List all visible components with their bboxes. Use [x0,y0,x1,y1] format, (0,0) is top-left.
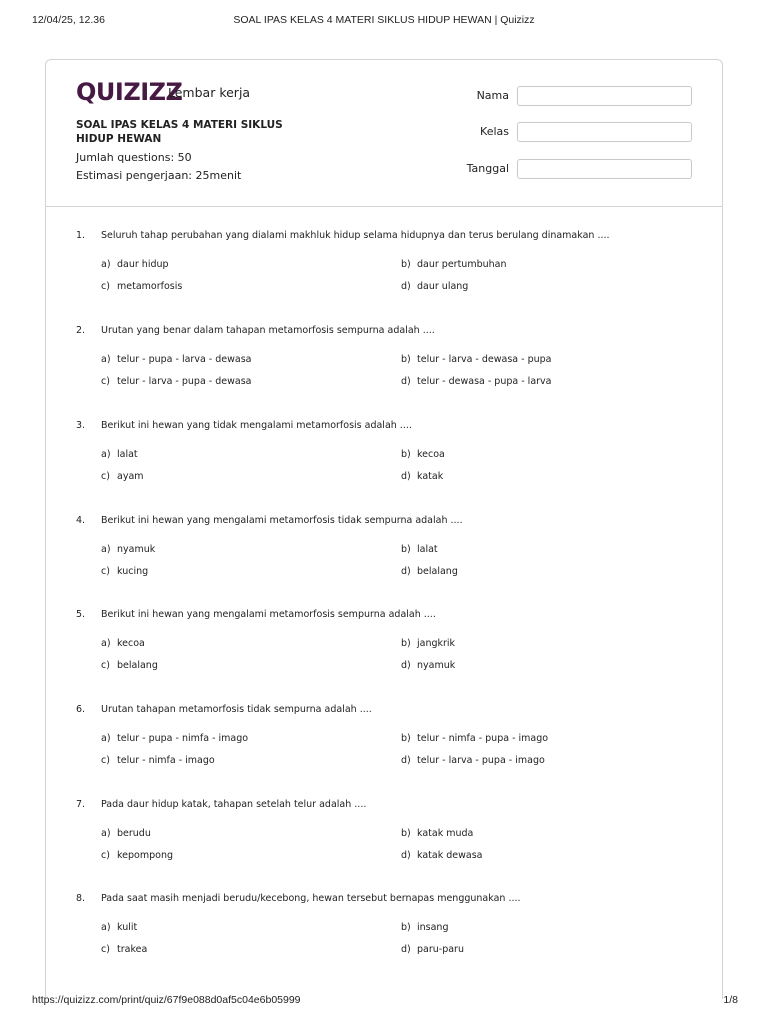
option-text: belalang [117,660,158,671]
option-text: daur ulang [417,281,469,292]
option-c [101,471,144,482]
quiz-title: SOAL IPAS KELAS 4 MATERI SIKLUS HIDUP HEWAN [76,119,283,145]
option-text: telur - larva - pupa - imago [417,755,545,766]
option-a [101,828,151,839]
option-text: telur - larva - pupa - dewasa [117,376,252,387]
option-text: kulit [117,922,138,933]
option-letter: b) [401,638,411,649]
option-letter: a) [101,828,111,839]
option-text: belalang [417,566,458,577]
question-item [46,893,722,973]
option-letter: d) [401,471,411,482]
option-text: katak muda [417,828,474,839]
option-text: kepompong [117,850,173,861]
option-letter: c) [101,850,110,861]
print-header [0,14,768,30]
questions-count: Jumlah questions: 50 [76,151,192,164]
option-text: lalat [117,449,138,460]
option-letter: c) [101,281,110,292]
option-letter: d) [401,850,411,861]
option-text: nyamuk [117,544,156,555]
option-text: telur - nimfa - pupa - imago [417,733,549,744]
question-number: 4. [76,515,86,526]
option-c [101,281,182,292]
question-text: Seluruh tahap perubahan yang dialami makhluk hidup selama hidupnya dan terus berulang dinamakan .... [101,230,610,241]
option-text: ayam [117,471,144,482]
option-c [101,944,147,955]
page-number: 1/8 [723,994,738,1006]
option-text: lalat [417,544,438,555]
question-number: 2. [76,325,86,336]
option-text: jangkrik [417,638,456,649]
option-letter: c) [101,660,110,671]
option-d [401,944,464,955]
question-item [46,230,722,310]
print-date: 12/04/25, 12.36 [32,14,105,26]
option-text: daur pertumbuhan [417,259,507,270]
option-text: daur hidup [117,259,169,270]
question-text: Urutan yang benar dalam tahapan metamorfosis sempurna adalah .... [101,325,435,336]
option-letter: a) [101,922,111,933]
option-text: kecoa [417,449,445,460]
question-text: Pada saat masih menjadi berudu/kecebong, hewan tersebut bernapas menggunakan .... [101,893,521,904]
question-text: Berikut ini hewan yang mengalami metamorfosis sempurna adalah .... [101,609,436,620]
option-letter: a) [101,544,111,555]
name-field[interactable] [517,86,692,106]
option-c [101,660,158,671]
option-text: berudu [117,828,151,839]
question-number: 7. [76,799,86,810]
option-c [101,850,173,861]
option-d [401,376,552,387]
quizizz-logo: QUIZIZZ [76,78,183,106]
option-a [101,354,252,365]
question-number: 5. [76,609,86,620]
option-text: insang [417,922,449,933]
print-footer [0,994,768,1010]
question-item [46,799,722,879]
option-text: trakea [117,944,148,955]
name-label: Nama [476,89,509,102]
option-c [101,566,148,577]
option-a [101,449,138,460]
option-text: kucing [117,566,149,577]
date-field[interactable] [517,159,692,179]
option-letter: a) [101,259,111,270]
option-d [401,471,443,482]
question-item [46,704,722,784]
question-item [46,515,722,595]
worksheet-label: Lembar kerja [168,85,251,100]
option-text: telur - nimfa - imago [117,755,215,766]
option-letter: b) [401,922,411,933]
date-label: Tanggal [466,162,509,175]
option-letter: c) [101,471,110,482]
option-a [101,638,145,649]
option-letter: d) [401,376,411,387]
option-text: telur - larva - dewasa - pupa [417,354,552,365]
option-a [101,733,248,744]
option-letter: c) [101,376,110,387]
option-b [401,259,507,270]
option-letter: d) [401,944,411,955]
option-letter: b) [401,259,411,270]
option-a [101,544,155,555]
option-text: telur - pupa - larva - dewasa [117,354,252,365]
option-b [401,544,438,555]
question-number: 6. [76,704,86,715]
option-letter: b) [401,449,411,460]
option-b [401,828,473,839]
option-letter: a) [101,354,111,365]
option-text: katak dewasa [417,850,483,861]
option-text: telur - dewasa - pupa - larva [417,376,552,387]
print-title: SOAL IPAS KELAS 4 MATERI SIKLUS HIDUP HEWAN | Quizizz [233,14,535,26]
time-estimate: Estimasi pengerjaan: 25menit [76,169,242,182]
question-text: Pada daur hidup katak, tahapan setelah telur adalah .... [101,799,367,810]
option-d [401,850,482,861]
option-letter: d) [401,660,411,671]
option-letter: a) [101,449,111,460]
print-url: https://quizizz.com/print/quiz/67f9e088d0af5c04e6b05999 [32,994,301,1006]
option-letter: b) [401,354,411,365]
question-text: Berikut ini hewan yang tidak mengalami metamorfosis adalah .... [101,420,412,431]
option-letter: d) [401,566,411,577]
option-b [401,638,455,649]
option-letter: d) [401,281,411,292]
option-b [401,922,448,933]
option-letter: b) [401,733,411,744]
question-text: Urutan tahapan metamorfosis tidak sempurna adalah .... [101,704,372,715]
question-item [46,609,722,689]
option-a [101,259,169,270]
option-letter: b) [401,828,411,839]
question-item [46,325,722,405]
option-d [401,566,458,577]
class-field[interactable] [517,122,692,142]
question-number: 3. [76,420,86,431]
class-label: Kelas [480,125,509,138]
option-letter: a) [101,638,111,649]
option-text: paru-paru [417,944,464,955]
worksheet [45,59,723,999]
option-c [101,755,215,766]
option-d [401,755,545,766]
option-d [401,660,455,671]
option-text: telur - pupa - nimfa - imago [117,733,249,744]
option-c [101,376,252,387]
question-text: Berikut ini hewan yang mengalami metamorfosis tidak sempurna adalah .... [101,515,463,526]
option-d [401,281,468,292]
option-a [101,922,137,933]
question-number: 8. [76,893,86,904]
option-letter: c) [101,755,110,766]
option-letter: c) [101,944,110,955]
option-text: katak [417,471,444,482]
option-b [401,449,445,460]
question-number: 1. [76,230,86,241]
question-item [46,420,722,500]
option-letter: a) [101,733,111,744]
option-b [401,733,548,744]
option-letter: c) [101,566,110,577]
option-text: metamorfosis [117,281,183,292]
option-text: kecoa [117,638,145,649]
option-letter: d) [401,755,411,766]
option-letter: b) [401,544,411,555]
worksheet-header [46,60,722,207]
option-text: nyamuk [417,660,456,671]
option-b [401,354,552,365]
